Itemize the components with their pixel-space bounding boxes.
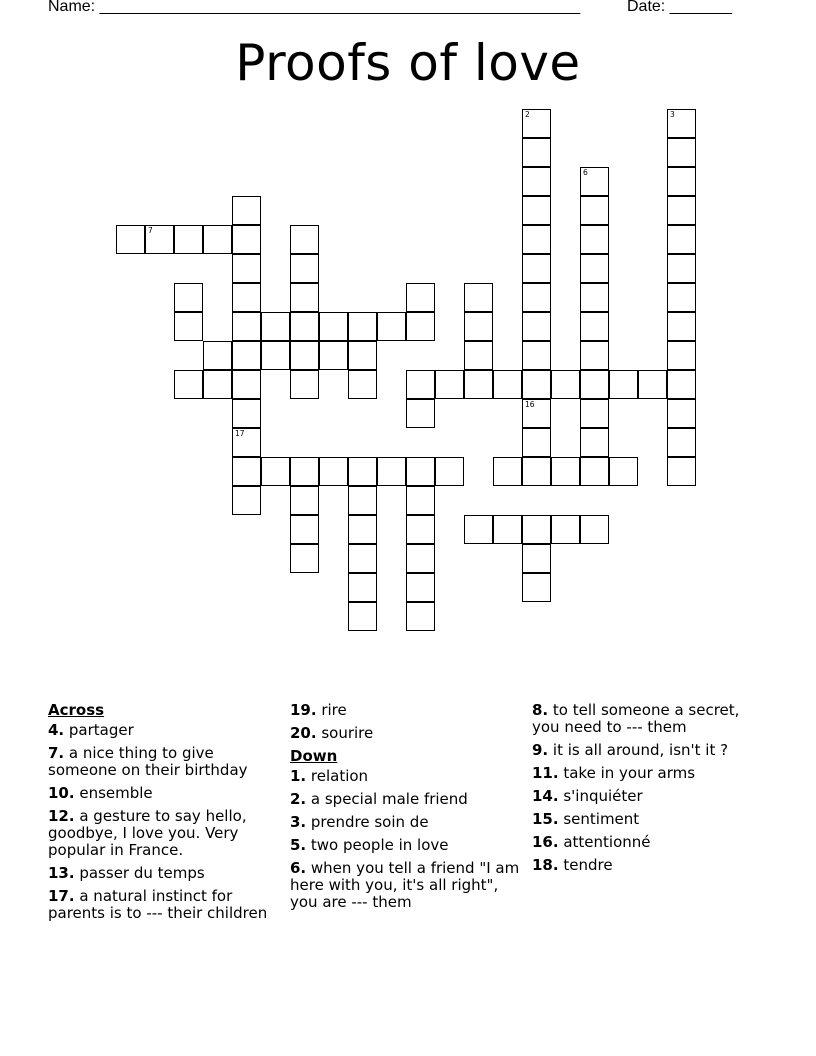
clue-number: 2: [525, 110, 530, 119]
grid-cell[interactable]: [667, 457, 696, 486]
grid-cell[interactable]: [522, 515, 551, 544]
grid-cell[interactable]: [522, 138, 551, 167]
grid-cell[interactable]: [232, 399, 261, 428]
clue-number: 6: [583, 168, 588, 177]
grid-cell[interactable]: [580, 196, 609, 225]
date-field-label: Date: _______: [627, 0, 732, 15]
clue-item: [48, 808, 280, 859]
grid-cell[interactable]: [580, 341, 609, 370]
clue-num: 18.: [532, 856, 559, 874]
grid-cell[interactable]: [261, 457, 290, 486]
grid-cell[interactable]: [406, 544, 435, 573]
grid-cell[interactable]: [348, 486, 377, 515]
clue-num: 4.: [48, 721, 65, 739]
grid-cell[interactable]: [348, 370, 377, 399]
grid-cell[interactable]: [667, 196, 696, 225]
grid-cell[interactable]: [667, 167, 696, 196]
clue-item: [290, 814, 522, 831]
grid-cell[interactable]: [290, 515, 319, 544]
clue-number: 17: [235, 429, 245, 438]
grid-cell[interactable]: [348, 573, 377, 602]
grid-cell[interactable]: [290, 486, 319, 515]
grid-cell[interactable]: [667, 428, 696, 457]
grid-cell[interactable]: [435, 457, 464, 486]
grid-cell[interactable]: [348, 602, 377, 631]
clue-text: rire: [316, 701, 347, 719]
grid-cell[interactable]: [406, 312, 435, 341]
clue-num: 9.: [532, 741, 549, 759]
grid-cell[interactable]: [464, 312, 493, 341]
clue-text: a nice thing to give someone on their birthday: [48, 744, 248, 779]
grid-cell[interactable]: [290, 312, 319, 341]
grid-cell[interactable]: [522, 109, 551, 138]
clue-text: partager: [64, 721, 134, 739]
grid-cell[interactable]: [580, 515, 609, 544]
grid-cell[interactable]: [232, 196, 261, 225]
grid-cell[interactable]: [522, 573, 551, 602]
grid-cell[interactable]: [406, 515, 435, 544]
grid-cell[interactable]: [464, 341, 493, 370]
clue-item: [290, 860, 522, 911]
clue-item: [290, 725, 522, 742]
grid-cell[interactable]: [522, 370, 551, 399]
grid-cell[interactable]: [667, 312, 696, 341]
clue-item: [532, 834, 762, 851]
grid-cell[interactable]: [232, 225, 261, 254]
clue-text: two people in love: [306, 836, 449, 854]
clue-item: [532, 811, 762, 828]
grid-cell[interactable]: [522, 544, 551, 573]
grid-cell[interactable]: [406, 399, 435, 428]
grid-cell[interactable]: [580, 457, 609, 486]
clue-num: 10.: [48, 784, 75, 802]
grid-cell[interactable]: [667, 254, 696, 283]
grid-cell[interactable]: [609, 457, 638, 486]
grid-cell[interactable]: [290, 341, 319, 370]
clue-item: [532, 765, 762, 782]
grid-cell[interactable]: [522, 254, 551, 283]
clue-text: sourire: [316, 724, 374, 742]
clue-num: 17.: [48, 887, 75, 905]
grid-cell[interactable]: [232, 341, 261, 370]
grid-cell[interactable]: [580, 254, 609, 283]
grid-cell[interactable]: [319, 312, 348, 341]
clue-num: 1.: [290, 767, 307, 785]
grid-cell[interactable]: [493, 370, 522, 399]
grid-cell[interactable]: [667, 138, 696, 167]
clue-item: [48, 865, 280, 882]
grid-cell[interactable]: [290, 254, 319, 283]
across-heading: Across: [48, 701, 105, 719]
clue-num: 3.: [290, 813, 307, 831]
grid-cell[interactable]: [319, 341, 348, 370]
grid-cell[interactable]: [551, 515, 580, 544]
grid-cell[interactable]: [290, 283, 319, 312]
grid-cell[interactable]: [667, 225, 696, 254]
clue-num: 8.: [532, 701, 549, 719]
grid-cell[interactable]: [232, 283, 261, 312]
grid-cell[interactable]: [290, 457, 319, 486]
grid-cell[interactable]: [406, 573, 435, 602]
clue-item: [48, 722, 280, 739]
grid-cell[interactable]: [580, 312, 609, 341]
grid-cell[interactable]: [522, 341, 551, 370]
grid-cell[interactable]: [580, 167, 609, 196]
grid-cell[interactable]: [551, 457, 580, 486]
grid-cell[interactable]: [232, 486, 261, 515]
clue-item: [532, 857, 762, 874]
grid-cell[interactable]: [464, 370, 493, 399]
grid-cell[interactable]: [522, 428, 551, 457]
grid-cell[interactable]: [377, 312, 406, 341]
clue-item: [532, 742, 762, 759]
clue-num: 20.: [290, 724, 317, 742]
clue-num: 11.: [532, 764, 559, 782]
grid-cell[interactable]: [406, 370, 435, 399]
grid-cell[interactable]: [522, 225, 551, 254]
clue-num: 13.: [48, 864, 75, 882]
clue-text: to tell someone a secret, you need to --- them: [532, 701, 740, 736]
clues-column-3: [532, 702, 762, 880]
grid-cell[interactable]: [522, 283, 551, 312]
grid-cell[interactable]: [580, 428, 609, 457]
grid-cell[interactable]: [522, 196, 551, 225]
clue-text: take in your arms: [558, 764, 696, 782]
clue-num: 14.: [532, 787, 559, 805]
clue-text: attentionné: [558, 833, 651, 851]
name-field-label: Name: ______________________________________________________: [48, 0, 581, 15]
grid-cell[interactable]: [290, 544, 319, 573]
clue-text: s'inquiéter: [558, 787, 643, 805]
grid-cell[interactable]: [232, 254, 261, 283]
grid-cell[interactable]: [174, 312, 203, 341]
clue-num: 7.: [48, 744, 65, 762]
clue-number: 3: [670, 110, 675, 119]
grid-cell[interactable]: [232, 428, 261, 457]
clue-text: ensemble: [74, 784, 153, 802]
grid-cell[interactable]: [319, 457, 348, 486]
grid-cell[interactable]: [667, 341, 696, 370]
grid-cell[interactable]: [551, 370, 580, 399]
grid-cell[interactable]: [232, 370, 261, 399]
clues-column-2: [290, 702, 522, 917]
grid-cell[interactable]: [290, 370, 319, 399]
puzzle-title: Proofs of love: [235, 34, 581, 92]
clue-text: a natural instinct for parents is to --- their children: [48, 887, 268, 922]
clues-column-1: [48, 702, 280, 928]
grid-cell[interactable]: [203, 341, 232, 370]
grid-cell[interactable]: [667, 109, 696, 138]
grid-cell[interactable]: [290, 225, 319, 254]
clue-text: passer du temps: [74, 864, 205, 882]
grid-cell[interactable]: [203, 225, 232, 254]
grid-cell[interactable]: [174, 283, 203, 312]
clue-number: 16: [525, 400, 535, 409]
clue-text: sentiment: [558, 810, 640, 828]
grid-cell[interactable]: [406, 457, 435, 486]
clue-item: [290, 837, 522, 854]
clue-item: [48, 745, 280, 779]
clue-item: [532, 702, 762, 736]
grid-cell[interactable]: [377, 457, 406, 486]
grid-cell[interactable]: [609, 370, 638, 399]
clue-num: 19.: [290, 701, 317, 719]
grid-cell[interactable]: [638, 370, 667, 399]
clue-text: a gesture to say hello, goodbye, I love you. Very popular in France.: [48, 807, 247, 859]
grid-cell[interactable]: [232, 312, 261, 341]
clue-num: 15.: [532, 810, 559, 828]
grid-cell[interactable]: [348, 544, 377, 573]
down-heading: Down: [290, 747, 338, 765]
clue-num: 5.: [290, 836, 307, 854]
clue-item: [48, 888, 280, 922]
grid-cell[interactable]: [406, 283, 435, 312]
grid-cell[interactable]: [116, 225, 145, 254]
clue-item: [290, 791, 522, 808]
clue-num: 6.: [290, 859, 307, 877]
grid-cell[interactable]: [522, 457, 551, 486]
grid-cell[interactable]: [667, 399, 696, 428]
clue-num: 2.: [290, 790, 307, 808]
clue-num: 16.: [532, 833, 559, 851]
grid-cell[interactable]: [667, 283, 696, 312]
clue-text: prendre soin de: [306, 813, 429, 831]
clue-item: [48, 785, 280, 802]
grid-cell[interactable]: [522, 167, 551, 196]
grid-cell[interactable]: [580, 283, 609, 312]
clue-item: [290, 768, 522, 785]
grid-cell[interactable]: [493, 515, 522, 544]
grid-cell[interactable]: [464, 515, 493, 544]
grid-cell[interactable]: [522, 399, 551, 428]
clue-number: 7: [148, 226, 153, 235]
grid-cell[interactable]: [203, 370, 232, 399]
grid-cell[interactable]: [261, 312, 290, 341]
grid-cell[interactable]: [667, 370, 696, 399]
clue-text: tendre: [558, 856, 613, 874]
grid-cell[interactable]: [464, 283, 493, 312]
grid-cell[interactable]: [435, 370, 464, 399]
grid-cell[interactable]: [406, 486, 435, 515]
grid-cell[interactable]: [580, 370, 609, 399]
grid-cell[interactable]: [174, 370, 203, 399]
clue-item: [532, 788, 762, 805]
grid-cell[interactable]: [522, 312, 551, 341]
grid-cell[interactable]: [406, 602, 435, 631]
grid-cell[interactable]: [493, 457, 522, 486]
grid-cell[interactable]: [348, 312, 377, 341]
clue-text: a special male friend: [306, 790, 468, 808]
grid-cell[interactable]: [261, 341, 290, 370]
clue-text: it is all around, isn't it ?: [548, 741, 729, 759]
grid-cell[interactable]: [348, 341, 377, 370]
grid-cell[interactable]: [580, 399, 609, 428]
clue-text: relation: [306, 767, 369, 785]
clue-num: 12.: [48, 807, 75, 825]
clue-text: when you tell a friend "I am here with you, it's all right", you are --- them: [290, 859, 520, 911]
grid-cell[interactable]: [145, 225, 174, 254]
grid-cell[interactable]: [348, 457, 377, 486]
grid-cell[interactable]: [232, 457, 261, 486]
clue-item: [290, 702, 522, 719]
grid-cell[interactable]: [174, 225, 203, 254]
grid-cell[interactable]: [348, 515, 377, 544]
grid-cell[interactable]: [580, 225, 609, 254]
